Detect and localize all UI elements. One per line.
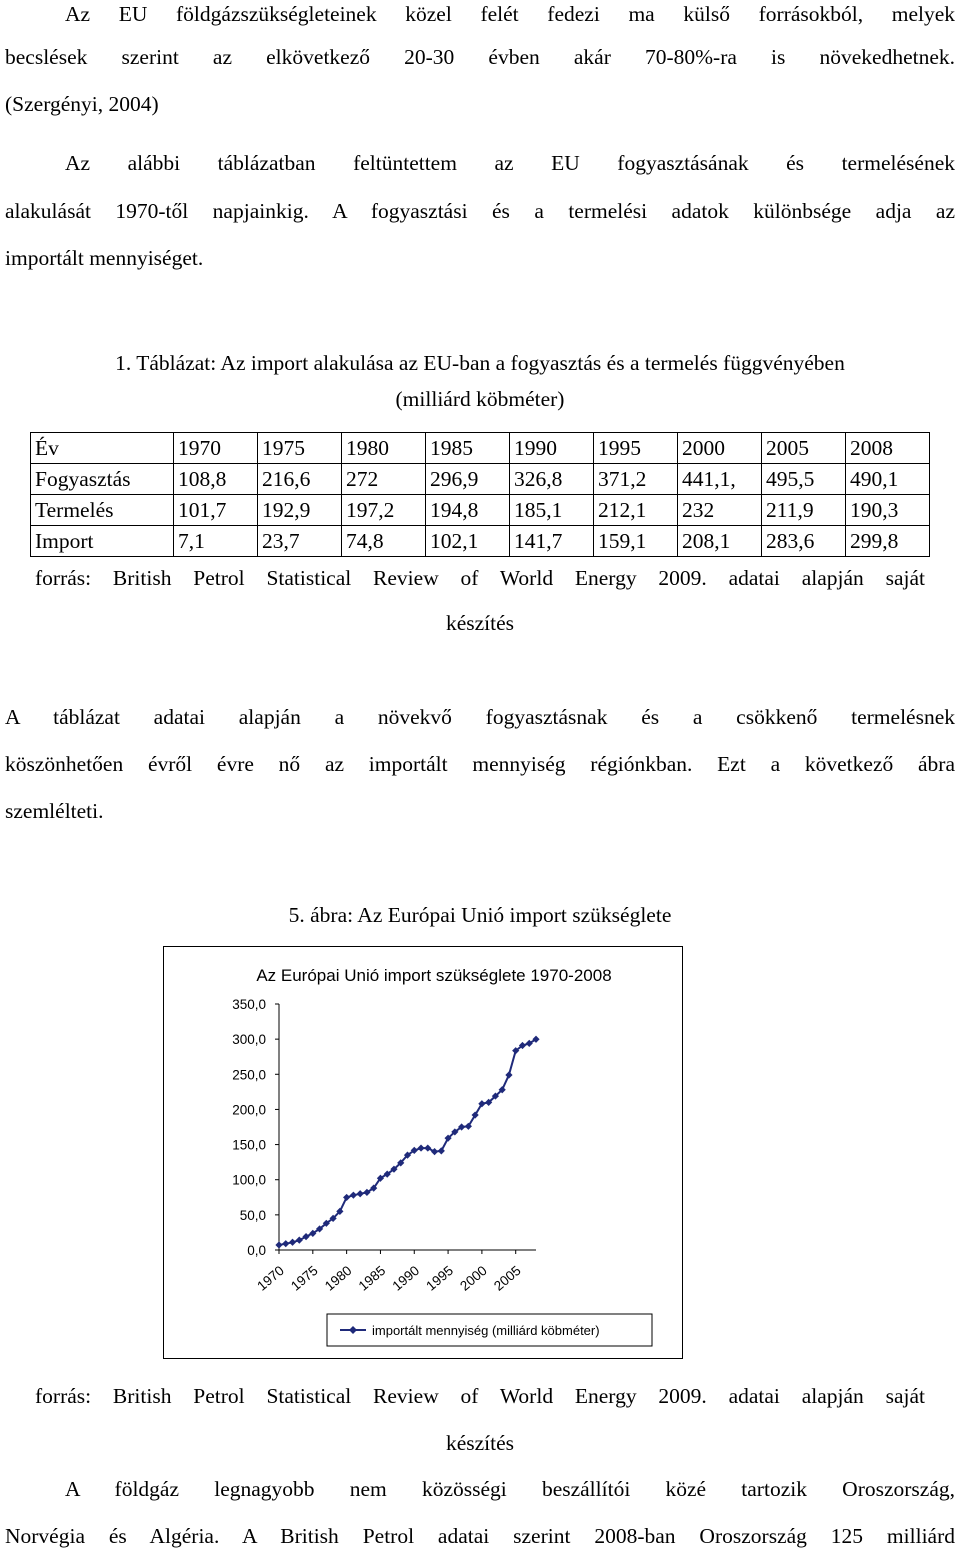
y-tick-label: 150,0 — [232, 1137, 266, 1153]
legend-label: importált mennyiség (milliárd köbméter) — [372, 1323, 600, 1338]
x-tick-label: 2005 — [490, 1262, 524, 1294]
table-cell: 194,8 — [426, 495, 510, 526]
table-row-consumption — [31, 464, 930, 495]
table-cell: 495,5 — [762, 464, 846, 495]
table-cell: 371,2 — [594, 464, 678, 495]
table-cell: 141,7 — [510, 526, 594, 557]
import-chart — [163, 946, 683, 1359]
y-tick-label: 300,0 — [232, 1032, 266, 1048]
table-cell: 1995 — [594, 433, 678, 464]
series-line — [279, 1039, 536, 1245]
table-cell: 232 — [678, 495, 762, 526]
table-caption-line-2: (milliárd köbméter) — [395, 387, 565, 411]
table-row-production — [31, 495, 930, 526]
table-row-import — [31, 526, 930, 557]
table-cell: 283,6 — [762, 526, 846, 557]
paragraph-4-line-2: Norvégia és Algéria. A British Petrol adatai szerint 2008-ban Oroszország 125 milliárd — [5, 1524, 955, 1548]
table-cell: 23,7 — [258, 526, 342, 557]
y-tick-label: 0,0 — [247, 1243, 266, 1258]
data-point — [438, 1147, 445, 1154]
figure-source-line-1: forrás: British Petrol Statistical Review of World Energy 2009. adatai alapján saját — [35, 1384, 925, 1408]
table-caption-line-1: 1. Táblázat: Az import alakulása az EU-ban a fogyasztás és a termelés függvényében — [115, 351, 845, 375]
table-cell: 197,2 — [342, 495, 426, 526]
row-label: Import — [31, 526, 174, 557]
data-point — [302, 1233, 309, 1240]
table-source-line-2: készítés — [445, 611, 515, 635]
table-cell: 296,9 — [426, 464, 510, 495]
y-tick-label: 250,0 — [232, 1067, 266, 1083]
chart-title: Az Európai Unió import szükséglete 1970-2008 — [256, 966, 612, 985]
paragraph-1-line-1: Az EU földgázszükségleteinek közel felét fedezi ma külső forrásokból, melyek — [65, 2, 955, 26]
paragraph-4-line-1: A földgáz legnagyobb nem közösségi beszállítói közé tartozik Oroszország, — [65, 1477, 955, 1501]
x-tick-label: 2000 — [457, 1262, 490, 1294]
table-cell: 326,8 — [510, 464, 594, 495]
y-tick-label: 50,0 — [239, 1207, 266, 1223]
import-table — [30, 432, 930, 557]
table-cell: 208,1 — [678, 526, 762, 557]
table-cell: 212,1 — [594, 495, 678, 526]
table-cell: 101,7 — [174, 495, 258, 526]
data-point — [357, 1190, 364, 1197]
data-point — [289, 1239, 296, 1246]
y-tick-label: 200,0 — [232, 1102, 266, 1118]
data-point — [424, 1144, 431, 1151]
table-cell: 216,6 — [258, 464, 342, 495]
table-cell: 7,1 — [174, 526, 258, 557]
data-point — [343, 1194, 350, 1201]
paragraph-2-line-3: importált mennyiséget. — [5, 246, 204, 270]
figure-source-line-2: készítés — [445, 1431, 515, 1455]
data-point — [350, 1192, 357, 1199]
table-cell: 1985 — [426, 433, 510, 464]
row-label: Termelés — [31, 495, 174, 526]
table-cell: 441,1, — [678, 464, 762, 495]
x-tick-label: 1975 — [288, 1262, 321, 1294]
x-tick-label: 1995 — [423, 1262, 457, 1294]
table-cell: 1990 — [510, 433, 594, 464]
data-point — [275, 1241, 282, 1248]
table-cell: 490,1 — [846, 464, 930, 495]
table-cell: 1980 — [342, 433, 426, 464]
table-cell: 108,8 — [174, 464, 258, 495]
data-point — [431, 1148, 438, 1155]
x-tick-label: 1970 — [254, 1262, 287, 1294]
data-point — [282, 1240, 289, 1247]
table-cell: 1975 — [258, 433, 342, 464]
paragraph-1-line-3: (Szergényi, 2004) — [5, 92, 159, 116]
paragraph-3-line-2: köszönhetően évről évre nő az importált mennyiség régiónkban. Ezt a következő ábra — [5, 752, 955, 776]
table-cell: 74,8 — [342, 526, 426, 557]
table-cell: 211,9 — [762, 495, 846, 526]
row-label: Fogyasztás — [31, 464, 174, 495]
table-source-line-1: forrás: British Petrol Statistical Review of World Energy 2009. adatai alapján saját — [35, 566, 925, 590]
figure-caption: 5. ábra: Az Európai Unió import szükséglete — [288, 903, 672, 927]
table-cell: 2000 — [678, 433, 762, 464]
table-cell: 185,1 — [510, 495, 594, 526]
row-label: Év — [31, 433, 174, 464]
y-tick-label: 350,0 — [232, 997, 266, 1012]
x-tick-label: 1990 — [389, 1262, 423, 1294]
data-point — [417, 1144, 424, 1151]
paragraph-1-line-2: becslések szerint az elkövetkező 20-30 évben akár 70-80%-ra is növekedhetnek. — [5, 45, 955, 69]
x-tick-label: 1985 — [355, 1262, 389, 1294]
table-cell: 272 — [342, 464, 426, 495]
table-cell: 1970 — [174, 433, 258, 464]
paragraph-3-line-1: A táblázat adatai alapján a növekvő fogyasztásnak és a csökkenő termelésnek — [5, 705, 955, 729]
x-tick-label: 1980 — [321, 1262, 355, 1294]
paragraph-3-line-3: szemlélteti. — [5, 799, 104, 823]
table-cell: 102,1 — [426, 526, 510, 557]
table-cell: 159,1 — [594, 526, 678, 557]
table-cell: 192,9 — [258, 495, 342, 526]
y-tick-label: 100,0 — [232, 1172, 266, 1188]
table-cell: 2005 — [762, 433, 846, 464]
data-point — [505, 1071, 512, 1078]
chart-svg — [164, 947, 684, 1360]
table-cell: 299,8 — [846, 526, 930, 557]
table-cell: 190,3 — [846, 495, 930, 526]
paragraph-2-line-2: alakulását 1970-től napjainkig. A fogyasztási és a termelési adatok különbsége adja az — [5, 199, 955, 223]
table-cell: 2008 — [846, 433, 930, 464]
table-row-year — [31, 433, 930, 464]
data-point — [296, 1237, 303, 1244]
paragraph-2-line-1: Az alábbi táblázatban feltüntettem az EU fogyasztásának és termelésének — [65, 151, 955, 175]
